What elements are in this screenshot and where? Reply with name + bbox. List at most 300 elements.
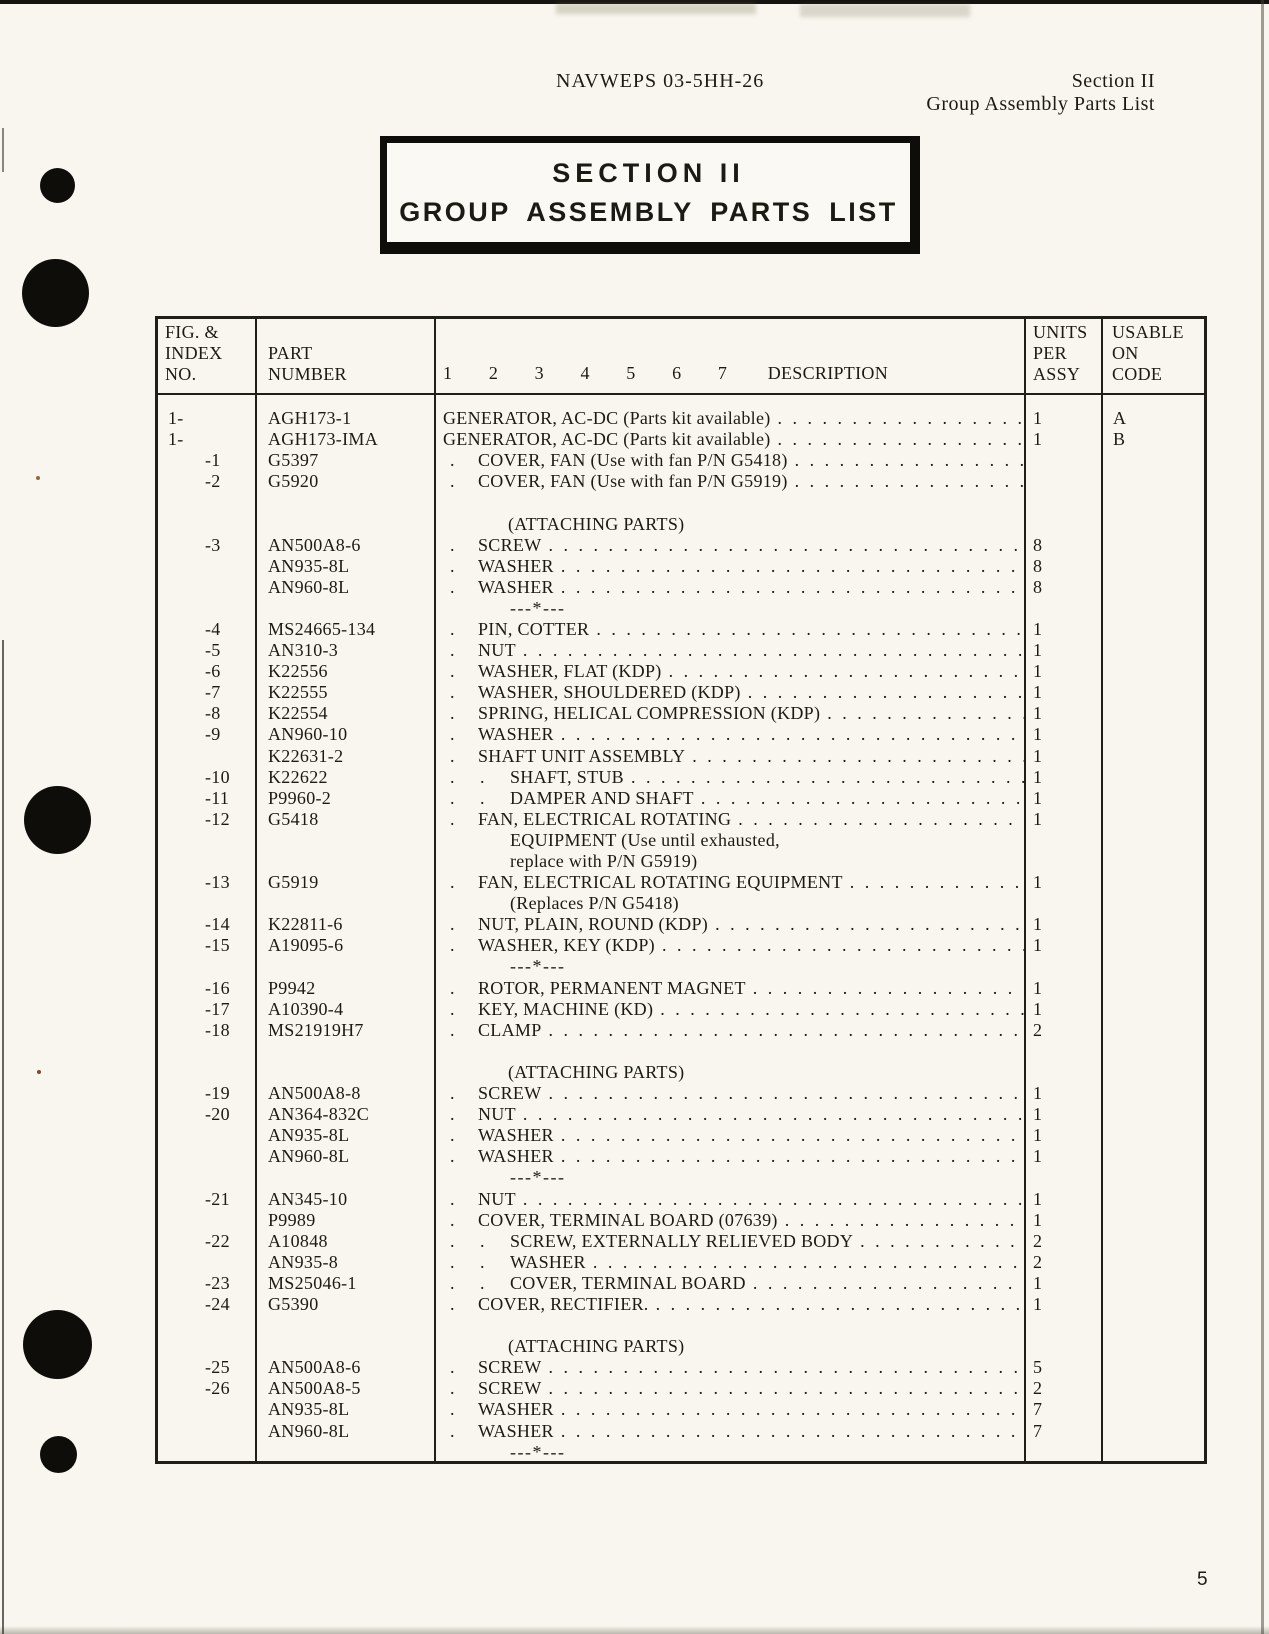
table-row [157,1210,1205,1231]
dot-leader [753,978,1025,999]
dot-leader [593,1252,1025,1273]
doc-number: NAVWEPS 03-5HH-26 [556,70,765,92]
row-index: -19 [205,1083,230,1104]
row-units: 1 [1033,914,1043,935]
col-header-units [1033,322,1088,385]
description-text: SCREW [478,534,542,555]
row-description [435,1125,1025,1146]
table-row [157,598,1205,619]
table-row [157,1125,1205,1146]
row-part-number: AGH173-1 [268,408,352,429]
row-units [1025,1442,1102,1463]
row-part-number [256,1315,435,1336]
indent-dot: . [450,872,455,893]
description-text: GENERATOR, AC-DC (Parts kit available) [443,408,771,429]
row-description: (ATTACHING PARTS) [508,513,685,534]
row-part-number: G5418 [268,808,319,829]
indent-dot: . [450,766,455,787]
indent-dot: . [450,914,455,935]
row-part-number [256,956,435,977]
row-description: (ATTACHING PARTS) [508,1336,685,1357]
row-index: 1- [168,408,184,429]
row-description: EQUIPMENT (Use until exhausted, [510,829,780,850]
row-usable-code [1102,767,1205,788]
row-units: 5 [1033,1357,1043,1378]
row-description [435,619,1025,640]
row-index: -17 [205,998,230,1019]
row-part-number: K22811-6 [268,914,343,935]
dot-leader [561,556,1025,577]
description-text: WASHER [478,1125,554,1146]
header-section: Section II [1071,70,1155,92]
row-index [157,1336,256,1357]
col-header-fig-index [165,322,223,385]
row-units: 1 [1033,429,1043,450]
table-row [157,682,1205,703]
row-usable-code [1102,1104,1205,1125]
row-units: 1 [1033,935,1043,956]
row-units: 8 [1033,576,1043,597]
indent-dot: . [450,1378,455,1399]
col-header-description [443,363,888,384]
dot-leader [561,724,1025,745]
row-part-number: G5919 [268,872,319,893]
row-description [435,872,1025,893]
row-usable-code [1102,556,1205,577]
row-units: 1 [1033,1146,1043,1167]
row-units: 1 [1033,618,1043,639]
dot-leader [701,788,1025,809]
table-row [157,830,1205,851]
indent-dot: . [450,682,455,703]
row-units: 2 [1033,1019,1043,1040]
row-units: 1 [1033,724,1043,745]
indent-dot: . [450,661,455,682]
row-description [435,1020,1025,1041]
row-usable-code [1102,1167,1205,1188]
table-row [157,914,1205,935]
table-row [157,703,1205,724]
row-description [435,556,1025,577]
row-index: -13 [205,872,230,893]
row-usable-code [1102,1020,1205,1041]
row-index: -8 [205,703,221,724]
row-description [435,471,1025,492]
row-units [1025,513,1102,534]
row-description: ---*--- [510,1167,566,1188]
description-text: KEY, MACHINE (KD) [478,998,654,1019]
row-index [157,1167,256,1188]
row-description: (Replaces P/N G5418) [510,893,679,914]
binder-hole-mark [40,1436,77,1473]
row-index: -23 [205,1272,230,1293]
indent-dot: . [450,1420,455,1441]
dot-leader [549,1357,1025,1378]
row-part-number: AN310-3 [268,640,339,661]
col-header-line: ON [1112,343,1139,363]
indent-level-number: 1 [443,363,453,383]
table-row [157,1378,1205,1399]
row-part-number: G5390 [268,1293,319,1314]
row-description [435,724,1025,745]
description-text: SHAFT, STUB [510,766,624,787]
row-index [157,1210,256,1231]
dot-leader [561,1146,1025,1167]
row-units: 1 [1033,640,1043,661]
row-description: (ATTACHING PARTS) [508,1061,685,1082]
row-description: replace with P/N G5919) [510,851,698,872]
row-usable-code [1102,1062,1205,1083]
row-units [1025,1167,1102,1188]
row-units: 2 [1033,1378,1043,1399]
table-row [157,640,1205,661]
row-usable-code [1102,1252,1205,1273]
row-units [1025,1041,1102,1062]
table-row [157,535,1205,556]
table-row [157,1399,1205,1420]
row-part-number: MS21919H7 [268,1019,364,1040]
indent-dot: . [450,1272,455,1293]
row-units: 1 [1033,745,1043,766]
row-part-number: AN960-8L [268,1420,350,1441]
description-text: SCREW [478,1378,542,1399]
indent-dot: . [480,787,485,808]
row-description [435,935,1025,956]
table-row [157,1336,1205,1357]
row-part-number: AN500A8-6 [268,1357,361,1378]
dot-leader [778,408,1025,429]
row-description [435,1041,1025,1062]
dot-leader [596,619,1025,640]
dot-leader [523,1104,1025,1125]
row-index: -26 [205,1378,230,1399]
row-index: -16 [205,977,230,998]
binder-hole-mark [24,786,91,854]
row-usable-code [1102,450,1205,471]
row-index [157,1442,256,1463]
indent-dot: . [450,555,455,576]
row-part-number [256,1062,435,1083]
row-part-number [256,1041,435,1062]
row-part-number [256,851,435,872]
dot-leader [795,450,1025,471]
table-row [157,408,1205,429]
indent-dot: . [450,1188,455,1209]
scan-smudge [556,3,756,14]
row-usable-code [1102,492,1205,513]
row-usable-code [1102,1294,1205,1315]
description-text: DAMPER AND SHAFT [510,787,694,808]
description-text: COVER, FAN (Use with fan P/N G5919) [478,471,788,492]
row-description [435,1399,1025,1420]
row-units [1025,471,1102,492]
table-row [157,1252,1205,1273]
description-text: WASHER [478,555,554,576]
row-usable-code [1102,1442,1205,1463]
row-units [1025,851,1102,872]
row-description: ---*--- [510,1441,566,1462]
description-text: CLAMP [478,1019,542,1040]
row-part-number: A10848 [268,1230,328,1251]
row-part-number: AN960-10 [268,724,348,745]
table-row [157,999,1205,1020]
description-text: WASHER [478,1420,554,1441]
description-text: WASHER, KEY (KDP) [478,935,655,956]
row-units: 1 [1033,1104,1043,1125]
dot-leader [669,661,1025,682]
row-units: 1 [1033,1272,1043,1293]
table-row [157,1421,1205,1442]
row-description [435,1188,1025,1209]
indent-level-number: 5 [626,363,636,383]
indent-dot: . [480,1230,485,1251]
dot-leader [748,682,1025,703]
row-usable-code [1102,978,1205,999]
row-description [435,788,1025,809]
row-description [435,1378,1025,1399]
page-number: 5 [1197,1569,1208,1590]
table-row [157,1188,1205,1209]
description-text: NUT [478,640,516,661]
table-row [157,809,1205,830]
row-usable-code [1102,809,1205,830]
row-usable-code [1102,1146,1205,1167]
dot-leader [549,535,1025,556]
row-units [1025,830,1102,851]
description-text: ROTOR, PERMANENT MAGNET [478,977,746,998]
table-row [157,1083,1205,1104]
col-header-line: USABLE [1112,322,1184,342]
table-row [157,577,1205,598]
description-text: SCREW [478,1357,542,1378]
row-part-number: AN935-8L [268,1125,350,1146]
table-row [157,788,1205,809]
col-header-line: NUMBER [268,364,347,384]
row-part-number: G5397 [268,450,319,471]
row-index: -18 [205,1019,230,1040]
indent-level-number: 3 [534,363,544,383]
row-index [157,577,256,598]
row-part-number [256,1442,435,1463]
indent-dot: . [450,1357,455,1378]
description-text: FAN, ELECTRICAL ROTATING EQUIPMENT [478,872,843,893]
row-part-number: AN500A8-5 [268,1378,361,1399]
row-index: -4 [205,618,221,639]
row-usable-code [1102,640,1205,661]
row-index [157,893,256,914]
indent-dot: . [450,787,455,808]
row-description [435,746,1025,767]
dot-leader [785,1210,1025,1231]
row-usable-code [1102,1399,1205,1420]
row-part-number: P9942 [268,977,316,998]
binder-hole-mark [23,1310,92,1379]
row-part-number: AN960-8L [268,576,350,597]
row-index [157,1399,256,1420]
dot-leader [827,703,1025,724]
row-index: 1- [168,429,184,450]
row-description: ---*--- [510,956,566,977]
description-text: SPRING, HELICAL COMPRESSION (KDP) [478,703,821,724]
description-text: WASHER [478,576,554,597]
row-description [435,661,1025,682]
indent-dot: . [480,1272,485,1293]
row-part-number [256,1336,435,1357]
row-description [435,577,1025,598]
row-usable-code [1102,746,1205,767]
row-index [157,1315,256,1336]
dot-leader [795,471,1025,492]
row-part-number [256,830,435,851]
indent-dot: . [480,1251,485,1272]
row-usable-code [1102,1041,1205,1062]
row-description [435,408,1025,429]
section-title: SECTION II [552,158,745,188]
row-units: 8 [1033,555,1043,576]
row-units: 2 [1033,1230,1043,1251]
dot-leader [561,577,1025,598]
row-usable-code [1102,1273,1205,1294]
row-index [157,1062,256,1083]
description-text: COVER, TERMINAL BOARD (07639) [478,1209,778,1230]
description-text: PIN, COTTER [478,618,590,639]
row-units [1025,893,1102,914]
description-text: GENERATOR, AC-DC (Parts kit available) [443,429,771,450]
row-units [1025,492,1102,513]
description-text: NUT [478,1188,516,1209]
dot-leader [715,914,1025,935]
indent-dot: . [450,1019,455,1040]
row-usable-code [1102,1421,1205,1442]
table-row [157,1294,1205,1315]
indent-level-number: 7 [717,363,728,383]
row-part-number: K22555 [268,682,328,703]
header-subtitle: Group Assembly Parts List [926,93,1155,115]
row-units: 1 [1033,1188,1043,1209]
indent-dot: . [450,998,455,1019]
row-part-number: MS24665-134 [268,618,376,639]
row-usable-code [1102,535,1205,556]
table-row [157,746,1205,767]
row-units: 1 [1033,1293,1043,1314]
table-row [157,956,1205,977]
col-header-part-number [268,343,347,385]
row-usable-code [1102,935,1205,956]
row-description [435,914,1025,935]
row-description [435,1252,1025,1273]
row-index [157,1252,256,1273]
dot-leader [561,1399,1025,1420]
row-units: 1 [1033,703,1043,724]
description-text: WASHER [478,724,554,745]
row-usable-code [1102,1336,1205,1357]
row-usable-code: B [1113,429,1126,450]
scan-right-edge [1261,0,1264,1634]
row-part-number [256,1167,435,1188]
col-header-line: ASSY [1033,364,1081,384]
row-index: -5 [205,640,221,661]
row-units: 1 [1033,787,1043,808]
row-index: -9 [205,724,221,745]
row-description [435,429,1025,450]
row-part-number [256,598,435,619]
table-row [157,450,1205,471]
indent-dot: . [450,1293,455,1314]
table-row [157,1146,1205,1167]
description-text: WASHER [510,1251,586,1272]
row-usable-code [1102,619,1205,640]
row-description: ---*--- [510,597,566,618]
table-row [157,619,1205,640]
description-text: WASHER [478,1399,554,1420]
dot-leader [631,767,1025,788]
row-usable-code [1102,1125,1205,1146]
table-row [157,492,1205,513]
binder-hole-mark [22,259,89,327]
indent-dot: . [450,745,455,766]
row-usable-code [1102,893,1205,914]
description-text: WASHER [478,1146,554,1167]
table-row [157,893,1205,914]
indent-level-number: 2 [488,363,499,383]
row-usable-code [1102,471,1205,492]
indent-dot: . [450,703,455,724]
row-usable-code [1102,956,1205,977]
row-units: 2 [1033,1251,1043,1272]
row-units: 1 [1033,1209,1043,1230]
row-units: 1 [1033,998,1043,1019]
table-row [157,429,1205,450]
row-units: 8 [1033,534,1043,555]
row-units: 1 [1033,661,1043,682]
scan-speck [36,476,40,480]
row-description [435,450,1025,471]
table-row [157,1357,1205,1378]
indent-dot: . [450,450,455,471]
description-text: NUT [478,1104,516,1125]
row-units: 1 [1033,808,1043,829]
row-units: 1 [1033,872,1043,893]
table-row [157,661,1205,682]
dot-leader [656,1294,1025,1315]
row-units: 1 [1033,408,1043,429]
row-part-number: P9989 [268,1209,316,1230]
row-usable-code [1102,872,1205,893]
row-index: -22 [205,1230,230,1251]
row-description [435,1231,1025,1252]
row-units [1025,1315,1102,1336]
dot-leader [523,1189,1025,1210]
dot-leader [860,1231,1025,1252]
table-row [157,724,1205,745]
description-text: WASHER, SHOULDERED (KDP) [478,682,741,703]
indent-dot: . [450,576,455,597]
indent-dot: . [450,977,455,998]
row-description [435,1104,1025,1125]
col-header-line: UNITS [1033,322,1088,342]
row-part-number: AN935-8L [268,555,350,576]
indent-dot: . [450,935,455,956]
dot-leader [523,640,1025,661]
row-index: -12 [205,808,230,829]
table-row [157,1231,1205,1252]
row-description [435,1421,1025,1442]
col-header-usable [1112,322,1184,385]
row-units [1025,1062,1102,1083]
row-units: 1 [1033,977,1043,998]
row-description [435,1294,1025,1315]
row-part-number: A19095-6 [268,935,344,956]
